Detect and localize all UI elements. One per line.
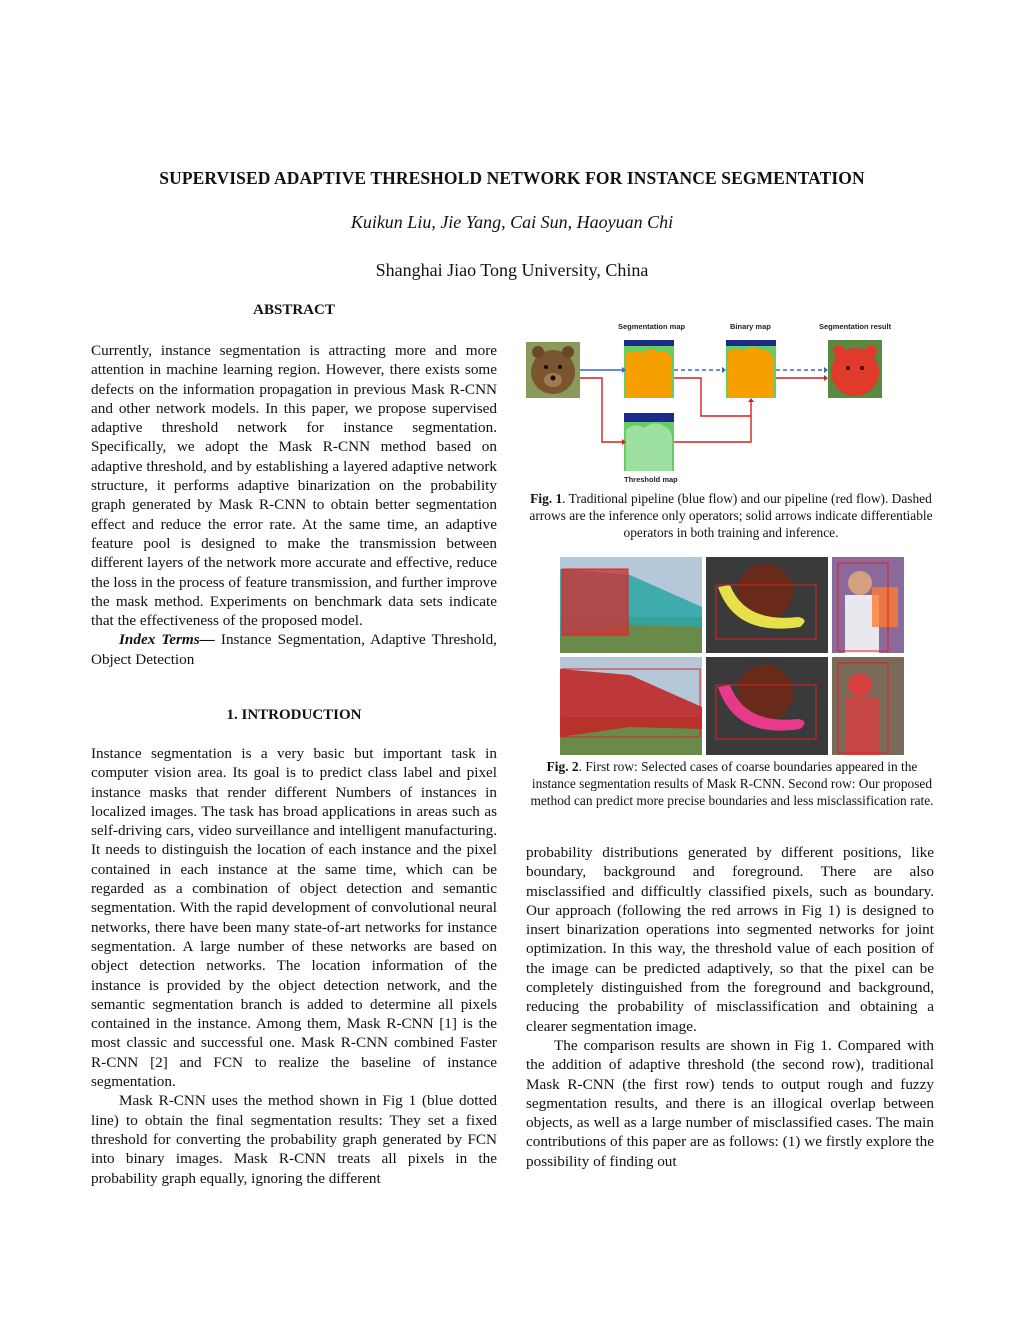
intro-paragraph-2: Mask R-CNN uses the method shown in Fig 1 (blue dotted line) to obtain the final segmentation results: They set a fixed threshold for converting the probability graph generated by FCN into binary images. Mask R-CNN treats all pixels in the probability graph equally, ignoring the different xyxy=(91,1092,497,1187)
label-segmentation-map: Segmentation map xyxy=(618,322,686,331)
intro-body-left xyxy=(91,744,497,1188)
bear-input-image xyxy=(526,342,580,398)
figure-2 xyxy=(560,557,904,755)
fig2-caption-text: . First row: Selected cases of coarse boundaries appeared in the instance segmentation results of Mask R-CNN. Second row: Our proposed method can predict more precise boundaries and less misclassification rate. xyxy=(530,759,934,808)
fig2-row1-train xyxy=(560,557,702,653)
figure-1 xyxy=(526,318,936,488)
blue-flow-arrows xyxy=(580,367,828,373)
fig2-row2-people xyxy=(832,657,904,755)
figure-2-caption xyxy=(526,758,938,809)
label-segmentation-result: Segmentation result xyxy=(819,322,892,331)
fig2-row1-banana xyxy=(706,557,828,653)
intro-body-right xyxy=(526,843,934,1171)
affiliation: Shanghai Jiao Tong University, China xyxy=(375,260,649,280)
fig2-row2-banana xyxy=(706,657,828,755)
fig1-caption-number: Fig. 1 xyxy=(530,491,563,506)
authors: Kuikun Liu, Jie Yang, Cai Sun, Haoyuan Chi xyxy=(350,212,674,232)
threshold-map xyxy=(624,413,674,471)
label-binary-map: Binary map xyxy=(730,322,771,331)
segmentation-map xyxy=(624,340,674,398)
paper-title: SUPERVISED ADAPTIVE THRESHOLD NETWORK FOR INSTANCE SEGMENTATION xyxy=(159,168,865,188)
index-terms-label: Index Terms— xyxy=(119,631,215,649)
abstract-body xyxy=(91,341,497,669)
figure-1-caption xyxy=(526,490,936,541)
intro-heading: 1. INTRODUCTION xyxy=(226,707,362,723)
intro-paragraph-3: probability distributions generated by different positions, like boundary, background and foreground. There are also misclassified and difficultly classified pixels, such as boundary. Our approach (following the red arrows in Fig 1) is designed to insert binarization operations into segmented networks for joint optimization. In this way, the threshold value of each position of the image can be predicted adaptively, so that the pixel can be completely distinguished from the foreground and background, reducing the probability of misclassification and obtaining a clearer segmentation image. xyxy=(526,844,934,1035)
label-threshold-map: Threshold map xyxy=(624,475,678,484)
fig2-row2-train xyxy=(560,657,702,755)
binary-map xyxy=(726,340,776,398)
index-terms xyxy=(91,630,497,669)
fig2-caption-number: Fig. 2 xyxy=(546,759,579,774)
fig1-caption-text: . Traditional pipeline (blue flow) and our pipeline (red flow). Dashed arrows are the inference only operators; solid arrows indicate differentiable operators in both training and inference. xyxy=(529,491,933,540)
abstract-text: Currently, instance segmentation is attracting more and more attention in machine learning region. However, there exists some defects on the information propagation in previous Mask R-CNN and other network models. In this paper, we propose supervised adaptive threshold network for instance segmentation. Specifically, we adopt the Mask R-CNN method based on adaptive threshold, and by establishing a layered adaptive network structure, it performs adaptive binarization on the probability graph generated by Mask R-CNN to obtain better segmentation effect and reduce the error rate. At the same time, an adaptive feature pool is designed to make the transmission between different layers of the network more accurate and effective, reduce the loss in the process of feature transmission, and further improve the mask method. Experiments on benchmark data sets indicate that the effectiveness of the proposed model. xyxy=(91,342,497,630)
index-terms-text: Instance Segmentation, Adaptive Threshold, Object Detection xyxy=(91,631,497,668)
intro-paragraph-1: Instance segmentation is a very basic but important task in computer vision area. Its goal is to predict class label and pixel instance masks that render different Numbers of instances in localized images. The task has broad applications in areas such as self-driving cars, video surveillance and intelligent manufacturing. It needs to distinguish the location of each instance and the pixel contained in each instance at the same time, which can be regarded as a combination of object detection and semantic segmentation. With the rapid development of convolutional neural networks, there have been many state-of-art networks for instance segmentation. A large number of these networks are based on object detection networks. The location information of the instance is provided by the object detection network, and the semantic segmentation branch is added to determine all pixels contained in the instance. Among them, Mask R-CNN [1] is the most classic and successful one. Mask R-CNN combined Faster R-CNN [2] and FCN to realize the baseline of instance segmentation. xyxy=(91,745,497,1091)
abstract-heading: ABSTRACT xyxy=(253,302,335,318)
segmentation-result-image xyxy=(828,340,882,398)
fig2-row1-people xyxy=(832,557,904,653)
red-flow-arrows xyxy=(580,378,826,442)
intro-paragraph-4: The comparison results are shown in Fig 1. Compared with the addition of adaptive threshold (the second row), traditional Mask R-CNN (the first row) tends to output rough and fuzzy segmentation results, and there is an illogical overlap between objects, as well as a large number of misclassified cases. The main contributions of this paper are as follows: (1) we firstly explore the possibility of finding out xyxy=(526,1036,934,1170)
